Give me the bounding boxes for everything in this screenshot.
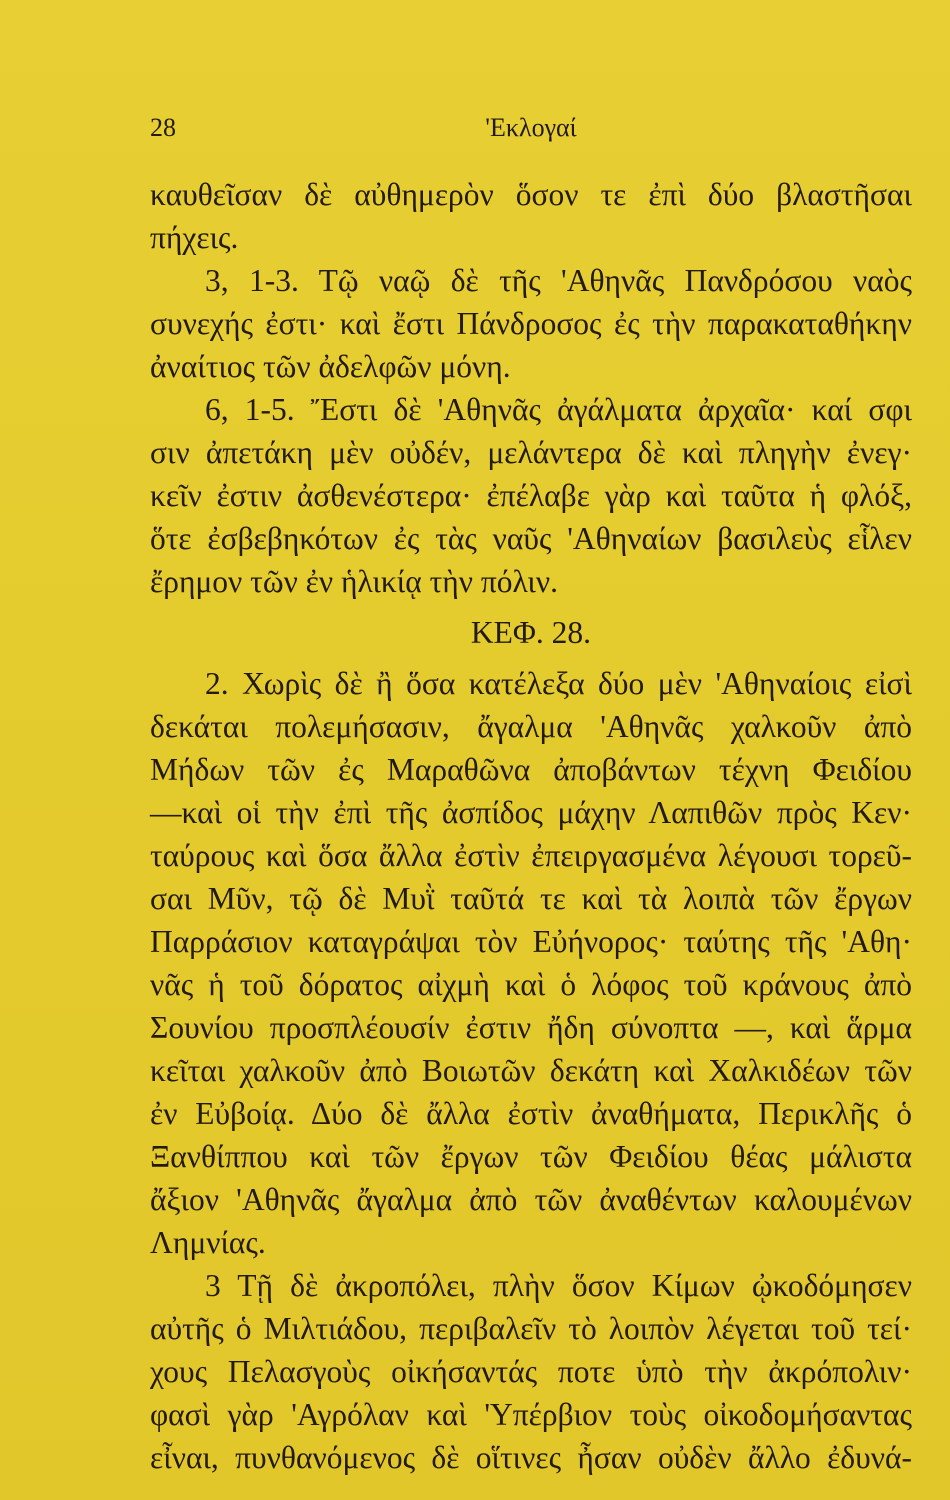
running-title: 'Εκλογαί — [485, 113, 577, 142]
page-header — [150, 108, 912, 148]
text-line: ἀναίτιος τῶν ἀδελφῶν μόνη. — [150, 349, 511, 384]
chapter-heading: ΚΕΦ. 28. — [470, 615, 592, 650]
body-text — [150, 173, 912, 1479]
text-line: Λημνίας. — [150, 1225, 266, 1260]
text-line: φασὶ γὰρ 'Αγρόλαν καὶ 'Υπέρβιον τοὺς οἰκοδομήσαντας — [150, 1397, 912, 1432]
text-line: 3 Τῇ δὲ ἀκροπόλει, πλὴν ὅσον Κίμων ᾠκοδόμησεν — [205, 1268, 912, 1303]
text-line: 6, 1-5. Ἔστι δὲ 'Αθηνᾶς ἀγάλματα ἀρχαῖα· καί σφι — [205, 392, 912, 427]
text-line: ἔρημον τῶν ἐν ἡλικίᾳ τὴν πόλιν. — [150, 564, 558, 599]
text-line: πήχεις. — [150, 220, 239, 255]
text-line: ταύρους καὶ ὅσα ἄλλα ἐστὶν ἐπειργασμένα λέγουσι τορεῦ- — [150, 838, 912, 873]
text-line: ὅτε ἐσβεβηκότων ἐς τὰς ναῦς 'Αθηναίων βασιλεὺς εἷλεν — [150, 521, 912, 556]
text-line: χους Πελασγοὺς οἰκήσαντάς ποτε ὑπὸ τὴν ἀκρόπολιν· — [150, 1354, 912, 1389]
text-line: εἶναι, πυνθανόμενος δὲ οἵτινες ἦσαν οὐδὲν ἄλλο ἐδυνά- — [150, 1440, 912, 1475]
text-line: κεῖν ἐστιν ἀσθενέστερα· ἐπέλαβε γὰρ καὶ ταῦτα ἡ φλόξ, — [150, 478, 912, 513]
text-line: ἐν Εὐβοίᾳ. Δύο δὲ ἄλλα ἐστὶν ἀναθήματα, Περικλῆς ὁ — [150, 1096, 912, 1131]
text-line: συνεχής ἐστι· καὶ ἔστι Πάνδροσος ἐς τὴν παρακαταθήκην — [150, 306, 912, 341]
text-line: σιν ἀπετάκη μὲν οὐδέν, μελάντερα δὲ καὶ πληγὴν ἐνεγ· — [150, 435, 912, 470]
text-line: Παρράσιον καταγράψαι τὸν Εὐήνορος· ταύτης τῆς 'Αθη· — [150, 924, 912, 959]
text-line: Σουνίου προσπλέουσίν ἐστιν ἤδη σύνοπτα —, καὶ ἅρμα — [150, 1010, 912, 1045]
text-line: σαι Μῦν, τῷ δὲ Μυῒ ταῦτά τε καὶ τὰ λοιπὰ τῶν ἔργων — [150, 881, 912, 916]
text-line: αὐτῆς ὁ Μιλτιάδου, περιβαλεῖν τὸ λοιπὸν λέγεται τοῦ τεί· — [150, 1311, 912, 1346]
text-line: δεκάται πολεμήσασιν, ἄγαλμα 'Αθηνᾶς χαλκοῦν ἀπὸ — [150, 709, 912, 744]
page-number: 28 — [150, 113, 176, 142]
text-line: 2. Χωρὶς δὲ ἢ ὅσα κατέλεξα δύο μὲν 'Αθηναίοις εἰσὶ — [205, 666, 912, 701]
text-line: Μήδων τῶν ἐς Μαραθῶνα ἀποβάντων τέχνη Φειδίου — [150, 752, 912, 787]
text-line: ἄξιον 'Αθηνᾶς ἄγαλμα ἀπὸ τῶν ἀναθέντων καλουμένων — [150, 1182, 912, 1217]
text-line: κεῖται χαλκοῦν ἀπὸ Βοιωτῶν δεκάτη καὶ Χαλκιδέων τῶν — [150, 1053, 912, 1088]
text-line: 3, 1-3. Τῷ ναῷ δὲ τῆς 'Αθηνᾶς Πανδρόσου ναὸς — [205, 263, 912, 298]
text-line: —καὶ οἱ τὴν ἐπὶ τῆς ἀσπίδος μάχην Λαπιθῶν πρὸς Κεν· — [150, 795, 912, 830]
text-line: καυθεῖσαν δὲ αὐθημερὸν ὅσον τε ἐπὶ δύο βλαστῆσαι — [150, 177, 912, 212]
text-line: νᾶς ἡ τοῦ δόρατος αἰχμὴ καὶ ὁ λόφος τοῦ κράνους ἀπὸ — [150, 967, 912, 1002]
text-line: Ξανθίππου καὶ τῶν ἔργων τῶν Φειδίου θέας μάλιστα — [150, 1139, 912, 1174]
